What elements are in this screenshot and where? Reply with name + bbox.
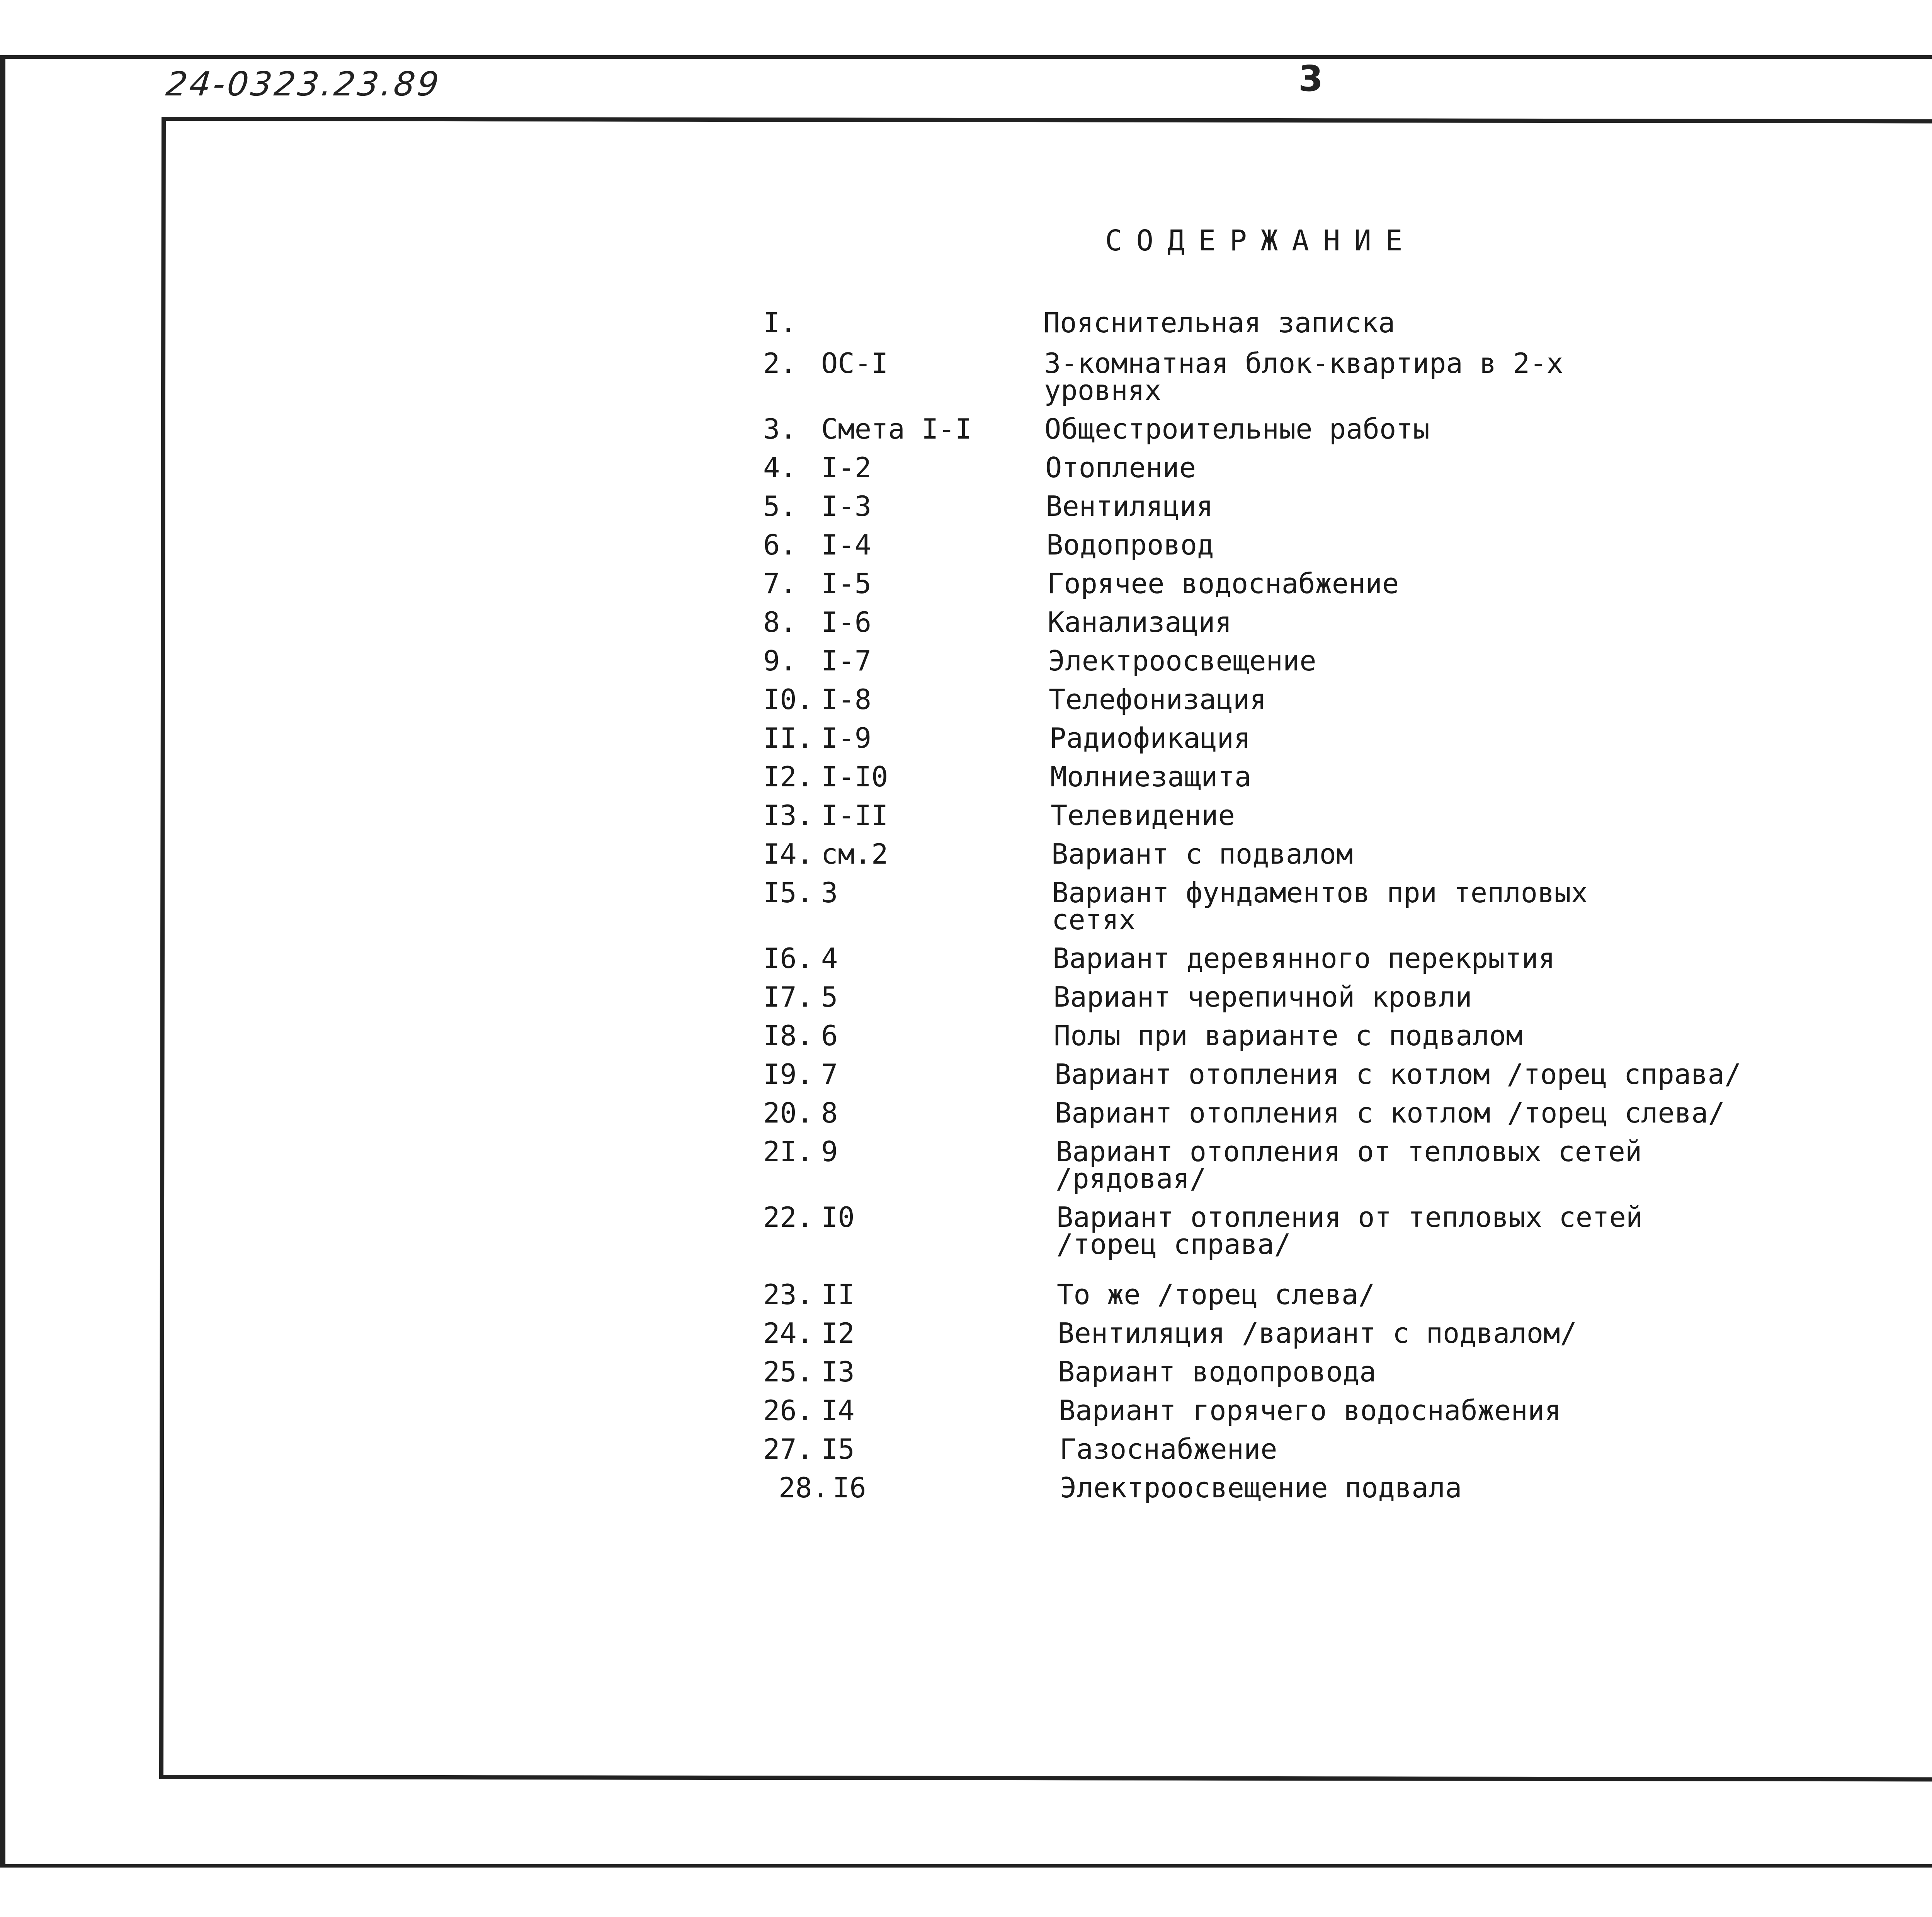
toc-item-title: Канализация (1048, 606, 1232, 638)
toc-item-code: 3 (821, 876, 838, 909)
toc-item-code: 9 (821, 1135, 838, 1168)
toc-item-code: см.2 (821, 838, 888, 870)
toc-item-code: Смета I-I (821, 413, 972, 445)
toc-item-title: Вариант отопления от тепловых сетей /торец справа/ (1056, 1201, 1643, 1260)
toc-item-number: I9. (763, 1058, 814, 1090)
toc-item-code: I-6 (821, 606, 872, 638)
toc-item-title: Вентиляция /вариант с подвалом/ (1058, 1317, 1577, 1349)
toc-item-number: 24. (763, 1317, 814, 1349)
toc-item-number: 5. (763, 490, 797, 522)
toc-item-code: 7 (821, 1058, 838, 1090)
toc-item-number: 6. (763, 529, 797, 561)
toc-item-number: 27. (763, 1433, 814, 1465)
toc-title: СОДЕРЖАНИЕ (1105, 224, 1417, 257)
toc-item-code: I-2 (821, 451, 872, 484)
toc-item-code: I-7 (821, 645, 872, 677)
toc-item-code: I5 (821, 1433, 855, 1465)
toc-item-code: I-9 (821, 722, 872, 754)
toc-item-title: То же /торец слева/ (1057, 1278, 1375, 1311)
toc-item-code: 6 (821, 1019, 838, 1052)
toc-item-code: ОС-I (821, 347, 888, 379)
toc-item-title: Электроосвещение подвала (1060, 1471, 1462, 1504)
toc-item-number: I8. (763, 1019, 814, 1052)
toc-item-title: Водопровод (1046, 529, 1214, 561)
toc-item-title: Вариант деревянного перекрытия (1053, 942, 1555, 975)
toc-item-number: 2. (763, 347, 797, 379)
toc-item-title: Отопление (1045, 451, 1196, 484)
toc-item-code: I3 (821, 1356, 855, 1388)
toc-item-title: Молниезащита (1050, 760, 1252, 793)
document-code: 24-0323.23.89 (164, 65, 443, 104)
toc-item-number: I6. (763, 942, 814, 975)
toc-item-title: Вентиляция (1046, 490, 1213, 522)
toc-item-title: Газоснабжение (1060, 1433, 1277, 1465)
toc-item-number: 20. (763, 1097, 814, 1129)
toc-item-number: 22. (763, 1201, 814, 1233)
toc-item-code: 5 (821, 981, 838, 1013)
toc-item-number: I7. (763, 981, 814, 1013)
toc-item-number: 7. (763, 567, 797, 600)
toc-item-number: 3. (763, 413, 797, 445)
toc-item-title: Пояснительная записка (1043, 306, 1395, 339)
toc-item-title: Вариант горячего водоснабжения (1059, 1394, 1561, 1427)
toc-item-title: Вариант фундаментов при тепловых сетях (1052, 876, 1588, 936)
toc-item-code: I-5 (821, 567, 872, 600)
toc-item-title: Телевидение (1051, 799, 1235, 832)
toc-item-number: 23. (763, 1278, 814, 1311)
toc-item-number: 25. (763, 1356, 814, 1388)
toc-item-code: 4 (821, 942, 838, 975)
page-number: 3 (1298, 58, 1323, 99)
toc-item-title: Вариант отопления от тепловых сетей /рядовая/ (1056, 1135, 1642, 1195)
toc-item-code: I-4 (821, 529, 872, 561)
toc-item-number: 4. (763, 451, 797, 484)
toc-item-code: I6 (833, 1471, 866, 1504)
toc-item-code: I2 (821, 1317, 855, 1349)
toc-item-title: Полы при варианте с подвалом (1054, 1019, 1523, 1052)
toc-item-number: 28. (779, 1471, 829, 1504)
toc-item-title: Вариант отопления с котлом /торец слева/ (1055, 1097, 1725, 1129)
toc-item-number: I4. (763, 838, 814, 870)
toc-item-number: II. (763, 722, 814, 754)
toc-item-title: Общестроительные работы (1044, 413, 1430, 445)
toc-item-title: 3-комнатная блок-квартира в 2-х уровнях (1044, 347, 1563, 407)
toc-item-code: I4 (821, 1394, 855, 1427)
toc-item-number: I0. (763, 683, 814, 716)
toc-item-title: Вариант отопления с котлом /торец справа/ (1054, 1058, 1742, 1090)
toc-item-number: I2. (763, 760, 814, 793)
toc-item-code: I0 (821, 1201, 855, 1233)
toc-item-title: Электроосвещение (1048, 645, 1316, 677)
toc-item-number: 8. (763, 606, 797, 638)
toc-item-number: 26. (763, 1394, 814, 1427)
toc-item-code: I-II (821, 799, 888, 832)
toc-item-code: I-I0 (821, 760, 888, 793)
toc-item-number: I. (763, 306, 797, 339)
toc-item-code: I-8 (821, 683, 872, 716)
toc-item-code: II (821, 1278, 855, 1311)
toc-item-title: Радиофикация (1049, 722, 1251, 754)
toc-item-title: Телефонизация (1049, 683, 1267, 716)
toc-item-code: 8 (821, 1097, 838, 1129)
toc-item-number: I5. (763, 876, 814, 909)
toc-item-title: Вариант водопровода (1058, 1356, 1376, 1388)
toc-item-number: I3. (763, 799, 814, 832)
toc-item-code: I-3 (821, 490, 872, 522)
toc-item-title: Горячее водоснабжение (1047, 567, 1399, 600)
toc-item-number: 9. (763, 645, 797, 677)
toc-item-title: Вариант черепичной кровли (1053, 981, 1472, 1013)
toc-item-number: 2I. (763, 1135, 814, 1168)
toc-item-title: Вариант с подвалом (1051, 838, 1353, 870)
